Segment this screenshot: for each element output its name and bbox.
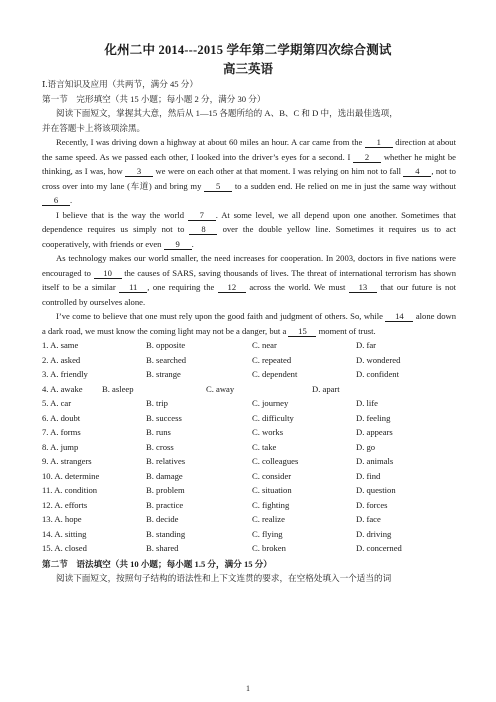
option-row — [42, 454, 456, 469]
option-a: 1. A. same — [42, 340, 79, 350]
option-b: B. asleep — [102, 383, 134, 394]
passage-text: alone down a dark road, we must know the coming light may not be a danger, but a — [42, 311, 457, 336]
option-row — [42, 541, 456, 556]
blank-7: 7 — [188, 210, 216, 221]
option-b: B. trip — [146, 398, 168, 408]
option-row — [42, 512, 456, 527]
option-a: 4. A. awake — [42, 383, 83, 394]
option-row — [42, 367, 456, 382]
option-d: D. appears — [356, 427, 393, 437]
option-a: 8. A. jump — [42, 441, 79, 452]
option-c: C. fighting — [252, 499, 290, 510]
passage-text: Recently, I was driving down a highway at about 60 miles an hour. A car came from the — [56, 137, 363, 147]
passage-text: direction at about the same speed. As we passed each other, I looked into the driver’s eyes for a second. I — [42, 137, 456, 162]
option-a: 15. A. closed — [42, 543, 87, 553]
option-d: D. go — [356, 441, 376, 452]
option-b: B. success — [146, 412, 182, 423]
option-b: B. damage — [146, 470, 183, 481]
answer-options — [42, 338, 456, 556]
exam-subtitle: 高三英语 — [222, 62, 273, 76]
option-d: D. question — [356, 485, 396, 495]
option-a: 6. A. doubt — [42, 412, 81, 423]
option-a: 13. A. hope — [42, 514, 82, 524]
instructions-line-2: 并在答题卡上将该项涂黑。 — [42, 122, 146, 133]
option-b: B. opposite — [146, 340, 186, 350]
page-number: 1 — [246, 684, 250, 693]
passage-text: that our future is not controlled by ourselves alone. — [42, 282, 456, 307]
option-c: C. consider — [252, 470, 292, 481]
option-c: C. journey — [252, 398, 289, 408]
option-d: D. face — [356, 514, 381, 524]
option-d: D. animals — [356, 456, 394, 466]
option-d: D. confident — [356, 369, 399, 379]
option-c: C. repeated — [252, 354, 292, 365]
passage-text: , one requiring the — [147, 282, 215, 292]
option-c: C. near — [252, 340, 277, 350]
option-b: B. cross — [146, 441, 174, 452]
blank-4: 4 — [403, 166, 431, 177]
passage-paragraph-3 — [42, 251, 456, 309]
option-c: C. realize — [252, 514, 285, 524]
option-row — [42, 527, 456, 542]
passage-text: . — [70, 195, 73, 205]
option-b: B. decide — [146, 514, 179, 524]
passage-text: whether he might be thinking, as I was, how — [42, 151, 457, 176]
option-b: B. standing — [146, 528, 186, 539]
passage-text: , not to cross over into my lane (车道) and bring my — [42, 166, 456, 191]
option-d: D. feeling — [356, 412, 391, 423]
option-row — [42, 382, 456, 397]
option-b: B. problem — [146, 485, 185, 495]
blank-2: 2 — [353, 152, 381, 163]
option-b: B. relatives — [146, 456, 186, 466]
option-d: D. forces — [356, 499, 388, 510]
option-b: B. runs — [146, 427, 171, 437]
option-c: C. take — [252, 441, 277, 452]
option-a: 7. A. forms — [42, 427, 81, 437]
option-c: C. broken — [252, 543, 286, 553]
option-b: B. shared — [146, 543, 179, 553]
option-c: C. flying — [252, 528, 283, 539]
option-row — [42, 498, 456, 513]
section2-heading: 第二节 语法填空（共 10 小题；每小题 1.5 分，满分 15 分） — [42, 558, 272, 569]
blank-8: 8 — [189, 224, 217, 235]
option-a: 3. A. friendly — [42, 369, 88, 379]
passage-text: moment of trust. — [318, 325, 376, 336]
passage-text: . — [191, 238, 194, 249]
passage-text: As technology makes our world smaller, the need increases for cooperation. In 2003, doctors in five nations were encouraged to — [42, 253, 456, 278]
option-c: C. difficulty — [252, 412, 294, 423]
blank-15: 15 — [288, 326, 316, 337]
blank-9: 9 — [164, 239, 192, 250]
option-d: D. wondered — [356, 354, 401, 365]
option-d: D. driving — [356, 528, 392, 539]
blank-5: 5 — [204, 181, 232, 192]
option-d: D. life — [356, 398, 378, 408]
blank-6: 6 — [42, 195, 70, 206]
exam-body — [42, 77, 456, 586]
option-c: C. colleagues — [252, 456, 299, 466]
option-b: B. strange — [146, 369, 181, 379]
option-a: 14. A. sitting — [42, 528, 87, 539]
blank-10: 10 — [94, 268, 122, 279]
passage-paragraph-2 — [42, 208, 456, 252]
passage-paragraph-4 — [42, 309, 456, 338]
option-a: 9. A. strangers — [42, 456, 92, 466]
option-row — [42, 353, 456, 368]
passage-text: I believe that is the way the world — [56, 209, 185, 220]
option-a: 2. A. asked — [42, 354, 81, 365]
option-a: 10. A. determine — [42, 470, 100, 481]
instructions-line-1: 阅读下面短文，掌握其大意，然后从 1—15 各题所给的 A、B、C 和 D 中，选出最佳选项， — [56, 108, 398, 118]
option-b: B. searched — [146, 354, 187, 365]
option-row — [42, 483, 456, 498]
passage-text: across the world. We must — [249, 282, 346, 292]
option-c: C. dependent — [252, 369, 298, 379]
option-row — [42, 338, 456, 353]
option-a: 12. A. efforts — [42, 499, 88, 510]
option-row — [42, 396, 456, 411]
option-row — [42, 425, 456, 440]
option-d: D. concerned — [356, 543, 402, 553]
blank-1: 1 — [365, 137, 393, 148]
part1-heading: Ⅰ.语言知识及应用（共两节，满分 45 分） — [42, 79, 198, 89]
blank-14: 14 — [385, 311, 413, 322]
passage-paragraph-1 — [42, 135, 456, 208]
blank-11: 11 — [119, 282, 147, 293]
blank-13: 13 — [349, 282, 377, 293]
option-c: C. away — [206, 383, 235, 394]
option-row — [42, 469, 456, 484]
blank-12: 12 — [218, 282, 246, 293]
option-d: D. apart — [312, 383, 340, 394]
passage-text: . At some level, we all depend upon one another. Sometimes that dependence requires us simply not to — [42, 209, 456, 234]
passage-text: to a sudden end. He relied on me in just the same way without — [234, 180, 456, 191]
option-a: 5. A. car — [42, 398, 72, 408]
passage-text: the causes of SARS, saving thousands of lives. The threat of international terrorism has shown itself to be a similar — [42, 267, 456, 292]
exam-title: 化州二中 2014---2015 学年第二学期第四次综合测试 — [104, 43, 392, 57]
option-c: C. works — [252, 427, 284, 437]
passage-text: we were on each other at that moment. I was relying on him not to fall — [155, 166, 401, 176]
option-d: D. find — [356, 470, 381, 481]
option-a: 11. A. condition — [42, 485, 98, 495]
blank-3: 3 — [125, 166, 153, 177]
option-b: B. practice — [146, 499, 184, 510]
passage-text: I’ve come to believe that one must rely upon the good faith and judgment of others. So, while — [56, 311, 383, 321]
section2-intro: 阅读下面短文，按照句子结构的语法性和上下文连贯的要求，在空格处填入一个适当的词 — [56, 573, 392, 583]
section1-heading: 第一节 完形填空（共 15 小题；每小题 2 分，满分 30 分） — [42, 93, 266, 104]
option-c: C. situation — [252, 485, 292, 495]
option-d: D. far — [356, 340, 377, 350]
option-row — [42, 411, 456, 426]
option-row — [42, 440, 456, 455]
passage-text: over the double yellow line. Sometimes it requires us to act cooperatively, with friends or even — [42, 224, 456, 249]
